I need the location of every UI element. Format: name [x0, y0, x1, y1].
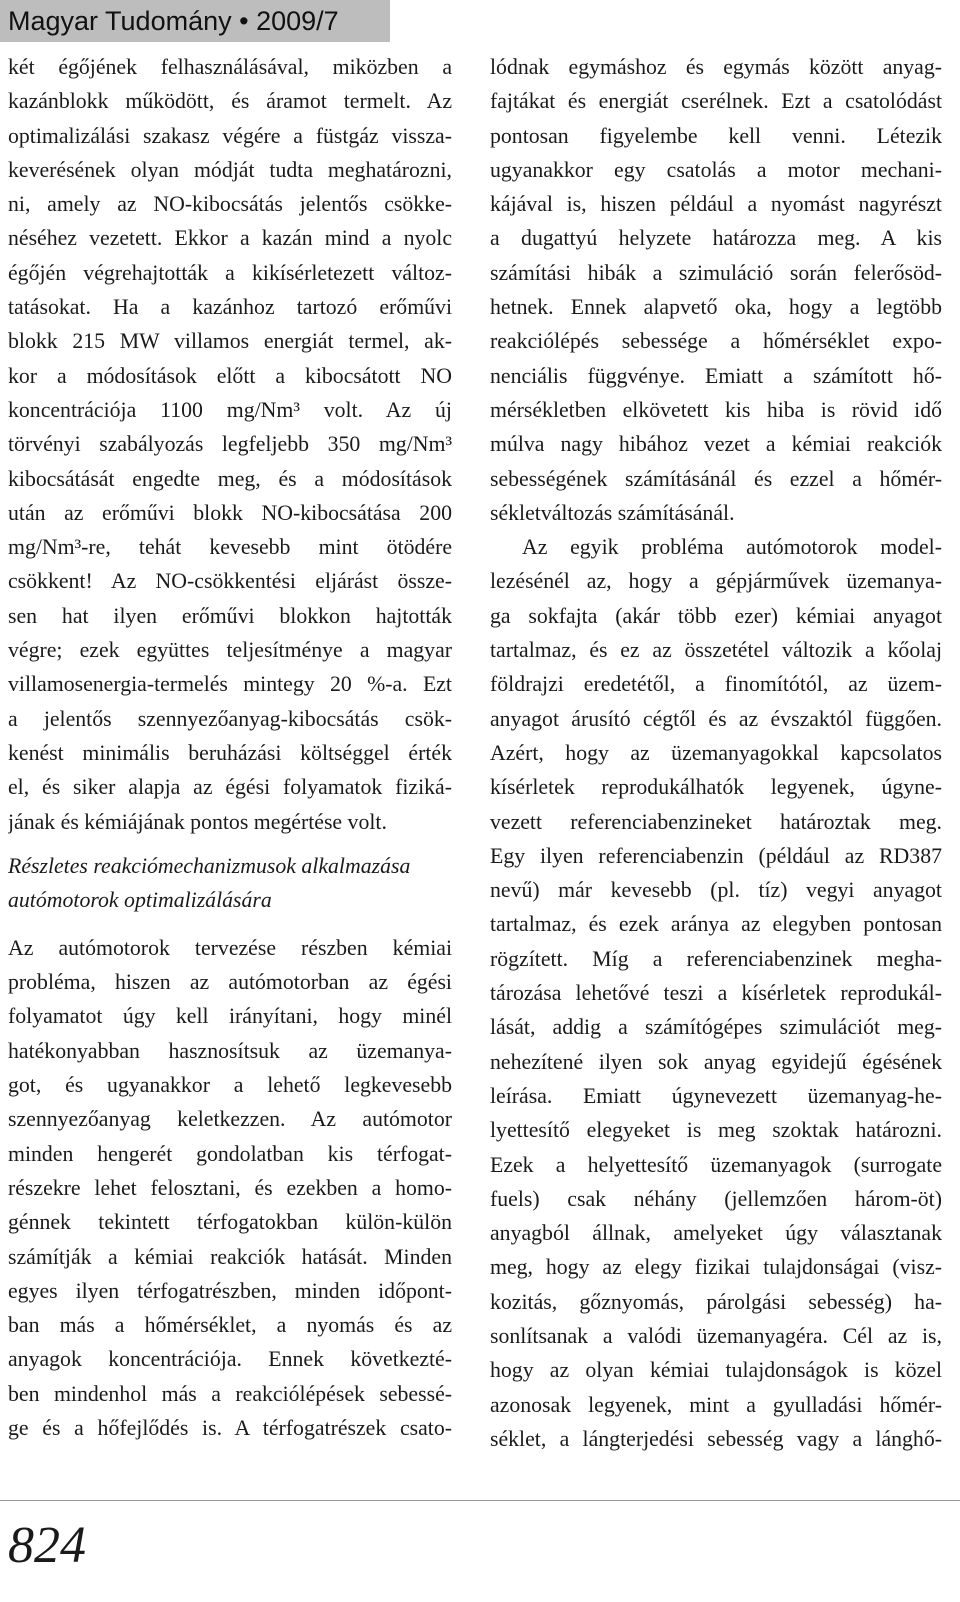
text-line: probléma, hiszen az autómotorban az égési — [8, 970, 452, 995]
text-line: meg, hogy az elegy fizikai tulajdonságai (visz- — [490, 1255, 942, 1280]
text-line: tartalmaz, és ez az összetétel változik a kőolaj — [490, 638, 942, 663]
text-line: kor a módosítások előtt a kibocsátott NO — [8, 363, 452, 388]
text-line: fajtákat és energiát cserélnek. Ezt a csatolódást — [490, 89, 942, 114]
spacer — [8, 839, 452, 849]
text-line: kenést minimális beruházási költséggel érték — [8, 740, 452, 765]
text-line: minden hengerét gondolatban kis térfogat- — [8, 1141, 452, 1166]
text-line: rögzített. Míg a referenciabenzinek megha- — [490, 946, 942, 971]
text-line: sen hat ilyen erőművi blokkon hajtották — [8, 603, 452, 628]
text-line: lyettesítő elegyeket is meg szoktak határozni. — [490, 1118, 942, 1143]
text-line: hatékonyabban hasznosítsuk az üzemanya- — [8, 1038, 452, 1063]
text-line: ban más a hőmérséklet, a nyomás és az — [8, 1313, 452, 1338]
text-line: lását, addig a számítógépes szimulációt meg- — [490, 1015, 942, 1040]
text-line: Ezek a helyettesítő üzemanyagok (surrogate — [490, 1152, 942, 1177]
text-line: ben mindenhol más a reakciólépések sebessé- — [8, 1381, 452, 1406]
text-line: vezett referenciabenzineket határoztak meg. — [490, 809, 942, 834]
text-line: anyagok koncentrációja. Ennek következté- — [8, 1347, 452, 1372]
text-line: lezésénél az, hogy a gépjárművek üzemanya- — [490, 569, 942, 594]
text-line: fuels) csak néhány (jellemzően három-öt) — [490, 1186, 942, 1211]
page-number: 824 — [8, 1517, 86, 1574]
text-line: ni, amely az NO-kibocsátás jelentős csökke- — [8, 192, 452, 217]
text-line: ge és a hőfejlődés is. A térfogatrészek csato- — [8, 1415, 452, 1440]
section-heading-line: Részletes reakciómechanizmusok alkalmazása — [8, 853, 411, 878]
text-line: folyamatot úgy kell irányítani, hogy minél — [8, 1004, 452, 1029]
text-line: nenciális függvénye. Emiatt a számított hő- — [490, 363, 942, 388]
text-line: blokk 215 MW villamos energiát termel, ak- — [8, 329, 452, 354]
text-line: múlva nagy hibához vezet a kémiai reakciók — [490, 432, 942, 457]
text-line: tározása lehetővé teszi a kísérletek reprodukál- — [490, 981, 942, 1006]
text-line: csökkent! Az NO-csökkentési eljárást össze- — [8, 569, 452, 594]
text-line: kájával is, hiszen például a nyomást nagyrészt — [490, 192, 942, 217]
text-line: Az autómotorok tervezése részben kémiai — [8, 935, 452, 960]
text-line: kazánblokk működött, és áramot termelt. Az — [8, 89, 452, 114]
journal-header — [0, 0, 390, 42]
text-line: számítási hibák a szimuláció során felerősöd- — [490, 260, 942, 285]
text-line: égőjén végrehajtották a kikísérletezett változ- — [8, 260, 452, 285]
text-line: Az egyik probléma autómotorok model- — [522, 535, 942, 560]
text-line: pontosan figyelembe kell venni. Létezik — [490, 123, 942, 148]
text-line: Azért, hogy az üzemanyagokkal kapcsolatos — [490, 740, 942, 765]
journal-title: Magyar Tudomány • 2009/7 — [8, 6, 339, 36]
text-line: törvényi szabályozás legfeljebb 350 mg/Nm³ — [8, 432, 452, 457]
text-line: kozitás, gőznyomás, párolgási sebesség) ha- — [490, 1289, 942, 1314]
text-line: mg/Nm³-re, tehát kevesebb mint ötödére — [8, 535, 452, 560]
text-line: tatásokat. Ha a kazánhoz tartozó erőművi — [8, 295, 452, 320]
text-line: sebességének számításánál és ezzel a hőmér- — [490, 466, 942, 491]
text-line: keverésének olyan módját tudta meghatározni, — [8, 157, 452, 182]
text-line: ugyanakkor egy csatolás a motor mechani- — [490, 157, 942, 182]
text-line: azonosak legyenek, mint a gyulladási hőmér- — [490, 1392, 942, 1417]
text-line: számítják a kémiai reakciók hatását. Minden — [8, 1244, 452, 1269]
text-line: a jelentős szennyezőanyag-kibocsátás csök- — [8, 706, 452, 731]
text-line: Egy ilyen referenciabenzin (például az RD387 — [490, 843, 942, 868]
text-line: sonlítsanak a valódi üzemanyagéra. Cél az is, — [490, 1323, 942, 1348]
text-line: egyes ilyen térfogatrészben, minden időpont- — [8, 1278, 452, 1303]
text-line: tartalmaz, és ezek aránya az elegyben pontosan — [490, 912, 942, 937]
left-column — [8, 50, 452, 1445]
spacer — [8, 917, 452, 931]
text-line: optimalizálási szakasz végére a füstgáz vissza- — [8, 123, 452, 148]
right-column — [490, 50, 942, 1456]
text-line: génnek tekintett térfogatokban külön-külön — [8, 1210, 452, 1235]
text-line: got, és ugyanakkor a lehető legkevesebb — [8, 1073, 452, 1098]
text-line: nehezítené ilyen sok anyag egyidejű égésének — [490, 1049, 942, 1074]
text-line: részekre lehet felosztani, és ezekben a homo- — [8, 1175, 452, 1200]
text-line: mérsékletben elkövetett kis hiba is rövid idő — [490, 397, 942, 422]
text-line: anyagot árusító cégtől és az évszaktól függően. — [490, 706, 942, 731]
text-line: jának és kémiájának pontos megértése volt. — [8, 809, 387, 834]
text-line: anyagból állnak, amelyeket úgy választanak — [490, 1221, 942, 1246]
text-line: hogy az olyan kémiai tulajdonságok is közel — [490, 1358, 942, 1383]
text-line: néséhez vezetett. Ekkor a kazán mind a nyolc — [8, 226, 452, 251]
text-line: villamosenergia-termelés mintegy 20 %-a. Ezt — [8, 672, 452, 697]
text-line: két égőjének felhasználásával, miközben a — [8, 55, 452, 79]
text-line: végre; ezek együttes teljesítménye a magyar — [8, 638, 452, 663]
text-line: ga sokfajta (akár több ezer) kémiai anyagot — [490, 603, 942, 628]
text-line: lódnak egymáshoz és egymás között anyag- — [490, 55, 942, 79]
text-line: a dugattyú helyzete határozza meg. A kis — [490, 226, 942, 251]
section-heading-line: autómotorok optimalizálására — [8, 887, 272, 912]
text-line: sékletváltozás számításánál. — [490, 500, 735, 525]
text-line: koncentrációja 1100 mg/Nm³ volt. Az új — [8, 397, 452, 422]
text-line: kísérletek reprodukálhatók legyenek, úgyne- — [490, 775, 942, 800]
text-line: szennyezőanyag keletkezzen. Az autómotor — [8, 1107, 452, 1132]
text-line: után az erőművi blokk NO-kibocsátása 200 — [8, 500, 452, 525]
text-line: el, és siker alapja az égési folyamatok fiziká- — [8, 775, 452, 800]
text-line: földrajzi eredetétől, a finomítótól, az üzem- — [490, 672, 942, 697]
footer-divider — [0, 1500, 960, 1501]
text-line: reakciólépés sebessége a hőmérséklet expo- — [490, 329, 942, 354]
text-line: kibocsátását engedte meg, és a módosítások — [8, 466, 452, 491]
text-line: nevű) már kevesebb (pl. tíz) vegyi anyagot — [490, 878, 942, 903]
text-line: hetnek. Ennek alapvető oka, hogy a legtöbb — [490, 295, 942, 320]
text-line: leírása. Emiatt úgynevezett üzemanyag-he- — [490, 1083, 942, 1108]
text-line: séklet, a lángterjedési sebesség vagy a lánghő- — [490, 1426, 942, 1451]
